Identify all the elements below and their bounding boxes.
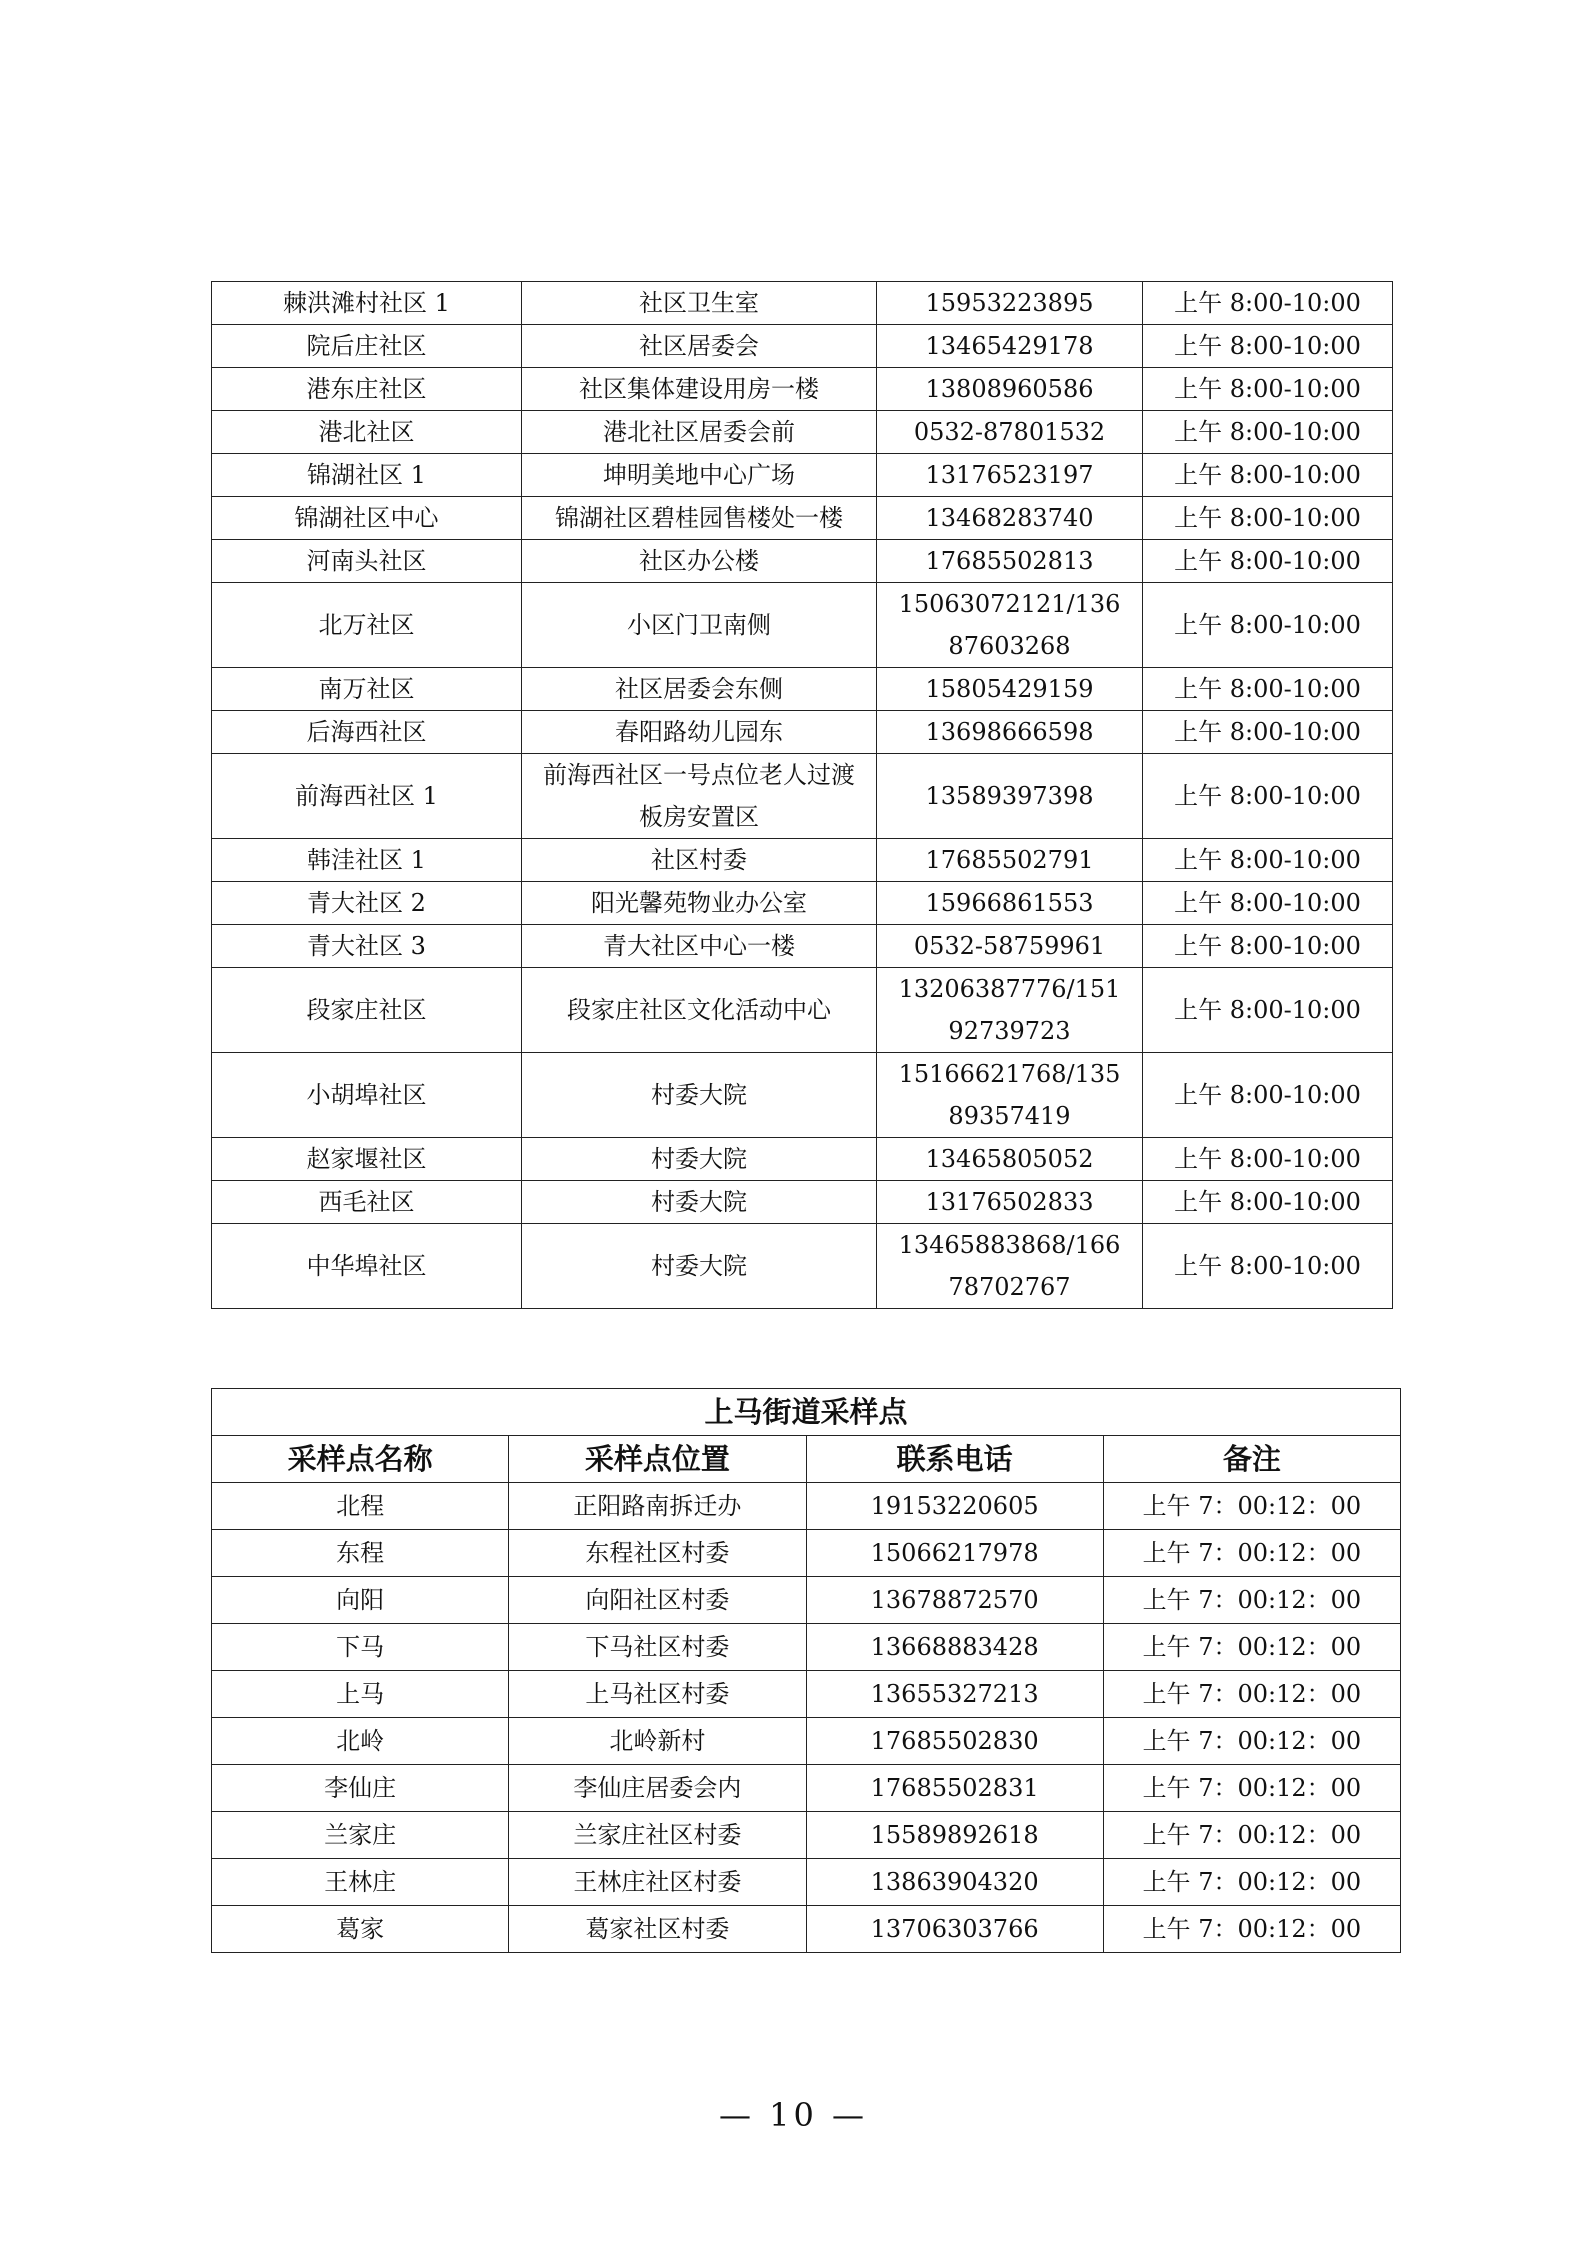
- phone-cell: 19153220605: [806, 1483, 1103, 1530]
- site-location-cell: 兰家庄社区村委: [509, 1812, 806, 1859]
- time-cell: 上午 8:00-10:00: [1143, 925, 1393, 968]
- site-location-cell: 社区集体建设用房一楼: [522, 368, 877, 411]
- phone-cell: 15063072121/13687603268: [877, 583, 1143, 668]
- table-row: [212, 754, 1393, 839]
- table-header-row: [212, 1436, 1401, 1483]
- site-location-cell: 葛家社区村委: [509, 1906, 806, 1953]
- site-location-cell: 段家庄社区文化活动中心: [522, 968, 877, 1053]
- site-name-cell: 港东庄社区: [212, 368, 522, 411]
- time-cell: 上午 8:00-10:00: [1143, 282, 1393, 325]
- site-location-cell: 村委大院: [522, 1138, 877, 1181]
- site-name-cell: 前海西社区 1: [212, 754, 522, 839]
- note-cell: 上午 7：00:12：00: [1103, 1483, 1400, 1530]
- note-cell: 上午 7：00:12：00: [1103, 1577, 1400, 1624]
- table-row: [212, 1624, 1401, 1671]
- table-row: [212, 968, 1393, 1053]
- site-location-cell: 坤明美地中心广场: [522, 454, 877, 497]
- phone-cell: 17685502830: [806, 1718, 1103, 1765]
- site-location-cell: 春阳路幼儿园东: [522, 711, 877, 754]
- phone-cell: 17685502813: [877, 540, 1143, 583]
- note-cell: 上午 7：00:12：00: [1103, 1906, 1400, 1953]
- phone-cell: 13698666598: [877, 711, 1143, 754]
- site-location-cell: 东程社区村委: [509, 1530, 806, 1577]
- site-name-cell: 后海西社区: [212, 711, 522, 754]
- site-location-cell: 锦湖社区碧桂园售楼处一楼: [522, 497, 877, 540]
- time-cell: 上午 8:00-10:00: [1143, 968, 1393, 1053]
- table-row: [212, 1530, 1401, 1577]
- table-row: [212, 1906, 1401, 1953]
- site-location-cell: 王林庄社区村委: [509, 1859, 806, 1906]
- time-cell: 上午 8:00-10:00: [1143, 1053, 1393, 1138]
- time-cell: 上午 8:00-10:00: [1143, 668, 1393, 711]
- phone-cell: 15953223895: [877, 282, 1143, 325]
- table-row: [212, 540, 1393, 583]
- shangma-sampling-points-table: [211, 1388, 1401, 1953]
- phone-cell: 13465429178: [877, 325, 1143, 368]
- note-cell: 上午 7：00:12：00: [1103, 1530, 1400, 1577]
- time-cell: 上午 8:00-10:00: [1143, 711, 1393, 754]
- phone-cell: 13589397398: [877, 754, 1143, 839]
- table-row: [212, 1718, 1401, 1765]
- header-location: 采样点位置: [509, 1436, 806, 1483]
- phone-cell: 13468283740: [877, 497, 1143, 540]
- table-row: [212, 1224, 1393, 1309]
- site-location-cell: 下马社区村委: [509, 1624, 806, 1671]
- site-location-cell: 社区居委会: [522, 325, 877, 368]
- note-cell: 上午 7：00:12：00: [1103, 1718, 1400, 1765]
- site-name-cell: 下马: [212, 1624, 509, 1671]
- phone-cell: 15166621768/13589357419: [877, 1053, 1143, 1138]
- site-location-cell: 社区村委: [522, 839, 877, 882]
- page-number: — 10 —: [718, 2096, 869, 2134]
- site-name-cell: 小胡埠社区: [212, 1053, 522, 1138]
- phone-cell: 0532-58759961: [877, 925, 1143, 968]
- table-row: [212, 497, 1393, 540]
- time-cell: 上午 8:00-10:00: [1143, 1224, 1393, 1309]
- site-name-cell: 港北社区: [212, 411, 522, 454]
- note-cell: 上午 7：00:12：00: [1103, 1671, 1400, 1718]
- table-row: [212, 839, 1393, 882]
- time-cell: 上午 8:00-10:00: [1143, 754, 1393, 839]
- time-cell: 上午 8:00-10:00: [1143, 839, 1393, 882]
- sampling-points-table-continued: [211, 281, 1393, 1309]
- time-cell: 上午 8:00-10:00: [1143, 325, 1393, 368]
- header-phone: 联系电话: [806, 1436, 1103, 1483]
- site-name-cell: 锦湖社区 1: [212, 454, 522, 497]
- table-row: [212, 668, 1393, 711]
- table-row: [212, 925, 1393, 968]
- site-name-cell: 东程: [212, 1530, 509, 1577]
- phone-cell: 13808960586: [877, 368, 1143, 411]
- site-location-cell: 李仙庄居委会内: [509, 1765, 806, 1812]
- site-location-cell: 村委大院: [522, 1224, 877, 1309]
- site-name-cell: 北万社区: [212, 583, 522, 668]
- site-name-cell: 赵家堰社区: [212, 1138, 522, 1181]
- site-name-cell: 韩洼社区 1: [212, 839, 522, 882]
- site-name-cell: 王林庄: [212, 1859, 509, 1906]
- site-name-cell: 棘洪滩村社区 1: [212, 282, 522, 325]
- phone-cell: 15966861553: [877, 882, 1143, 925]
- phone-cell: 15589892618: [806, 1812, 1103, 1859]
- table-row: [212, 1577, 1401, 1624]
- phone-cell: 13176523197: [877, 454, 1143, 497]
- time-cell: 上午 8:00-10:00: [1143, 1181, 1393, 1224]
- site-location-cell: 北岭新村: [509, 1718, 806, 1765]
- table-row: [212, 411, 1393, 454]
- site-location-cell: 社区居委会东侧: [522, 668, 877, 711]
- site-name-cell: 西毛社区: [212, 1181, 522, 1224]
- table-row: [212, 282, 1393, 325]
- header-note: 备注: [1103, 1436, 1400, 1483]
- site-name-cell: 锦湖社区中心: [212, 497, 522, 540]
- phone-cell: 13706303766: [806, 1906, 1103, 1953]
- table-row: [212, 1053, 1393, 1138]
- phone-cell: 13668883428: [806, 1624, 1103, 1671]
- table-title: 上马街道采样点: [212, 1389, 1401, 1436]
- site-location-cell: 阳光馨苑物业办公室: [522, 882, 877, 925]
- phone-cell: 13465883868/16678702767: [877, 1224, 1143, 1309]
- site-location-cell: 港北社区居委会前: [522, 411, 877, 454]
- time-cell: 上午 8:00-10:00: [1143, 540, 1393, 583]
- site-name-cell: 上马: [212, 1671, 509, 1718]
- site-name-cell: 南万社区: [212, 668, 522, 711]
- table-row: [212, 1181, 1393, 1224]
- site-name-cell: 葛家: [212, 1906, 509, 1953]
- table-row: [212, 711, 1393, 754]
- site-location-cell: 上马社区村委: [509, 1671, 806, 1718]
- table-row: [212, 882, 1393, 925]
- table-row: [212, 1812, 1401, 1859]
- phone-cell: 0532-87801532: [877, 411, 1143, 454]
- site-location-cell: 向阳社区村委: [509, 1577, 806, 1624]
- table-row: [212, 1859, 1401, 1906]
- site-location-cell: 青大社区中心一楼: [522, 925, 877, 968]
- note-cell: 上午 7：00:12：00: [1103, 1624, 1400, 1671]
- time-cell: 上午 8:00-10:00: [1143, 454, 1393, 497]
- table-row: [212, 1671, 1401, 1718]
- time-cell: 上午 8:00-10:00: [1143, 583, 1393, 668]
- site-name-cell: 中华埠社区: [212, 1224, 522, 1309]
- time-cell: 上午 8:00-10:00: [1143, 368, 1393, 411]
- note-cell: 上午 7：00:12：00: [1103, 1859, 1400, 1906]
- time-cell: 上午 8:00-10:00: [1143, 882, 1393, 925]
- table-row: [212, 1765, 1401, 1812]
- site-name-cell: 青大社区 2: [212, 882, 522, 925]
- time-cell: 上午 8:00-10:00: [1143, 497, 1393, 540]
- phone-cell: 17685502791: [877, 839, 1143, 882]
- site-name-cell: 李仙庄: [212, 1765, 509, 1812]
- site-location-cell: 村委大院: [522, 1181, 877, 1224]
- table-body: [212, 282, 1393, 1309]
- phone-cell: 15066217978: [806, 1530, 1103, 1577]
- site-name-cell: 院后庄社区: [212, 325, 522, 368]
- phone-cell: 13206387776/15192739723: [877, 968, 1143, 1053]
- table-row: [212, 1483, 1401, 1530]
- site-location-cell: 前海西社区一号点位老人过渡板房安置区: [522, 754, 877, 839]
- site-name-cell: 向阳: [212, 1577, 509, 1624]
- header-name: 采样点名称: [212, 1436, 509, 1483]
- table-row: [212, 1138, 1393, 1181]
- phone-cell: 15805429159: [877, 668, 1143, 711]
- table-row: [212, 454, 1393, 497]
- site-location-cell: 正阳路南拆迁办: [509, 1483, 806, 1530]
- site-name-cell: 青大社区 3: [212, 925, 522, 968]
- site-name-cell: 河南头社区: [212, 540, 522, 583]
- time-cell: 上午 8:00-10:00: [1143, 411, 1393, 454]
- phone-cell: 13863904320: [806, 1859, 1103, 1906]
- site-location-cell: 社区卫生室: [522, 282, 877, 325]
- site-name-cell: 北岭: [212, 1718, 509, 1765]
- note-cell: 上午 7：00:12：00: [1103, 1812, 1400, 1859]
- phone-cell: 13678872570: [806, 1577, 1103, 1624]
- phone-cell: 13176502833: [877, 1181, 1143, 1224]
- phone-cell: 13465805052: [877, 1138, 1143, 1181]
- site-location-cell: 小区门卫南侧: [522, 583, 877, 668]
- time-cell: 上午 8:00-10:00: [1143, 1138, 1393, 1181]
- site-location-cell: 村委大院: [522, 1053, 877, 1138]
- table-row: [212, 325, 1393, 368]
- note-cell: 上午 7：00:12：00: [1103, 1765, 1400, 1812]
- phone-cell: 13655327213: [806, 1671, 1103, 1718]
- table-title-row: [212, 1389, 1401, 1436]
- site-name-cell: 北程: [212, 1483, 509, 1530]
- table-body: [212, 1389, 1401, 1953]
- site-location-cell: 社区办公楼: [522, 540, 877, 583]
- site-name-cell: 兰家庄: [212, 1812, 509, 1859]
- table-row: [212, 583, 1393, 668]
- site-name-cell: 段家庄社区: [212, 968, 522, 1053]
- phone-cell: 17685502831: [806, 1765, 1103, 1812]
- table-row: [212, 368, 1393, 411]
